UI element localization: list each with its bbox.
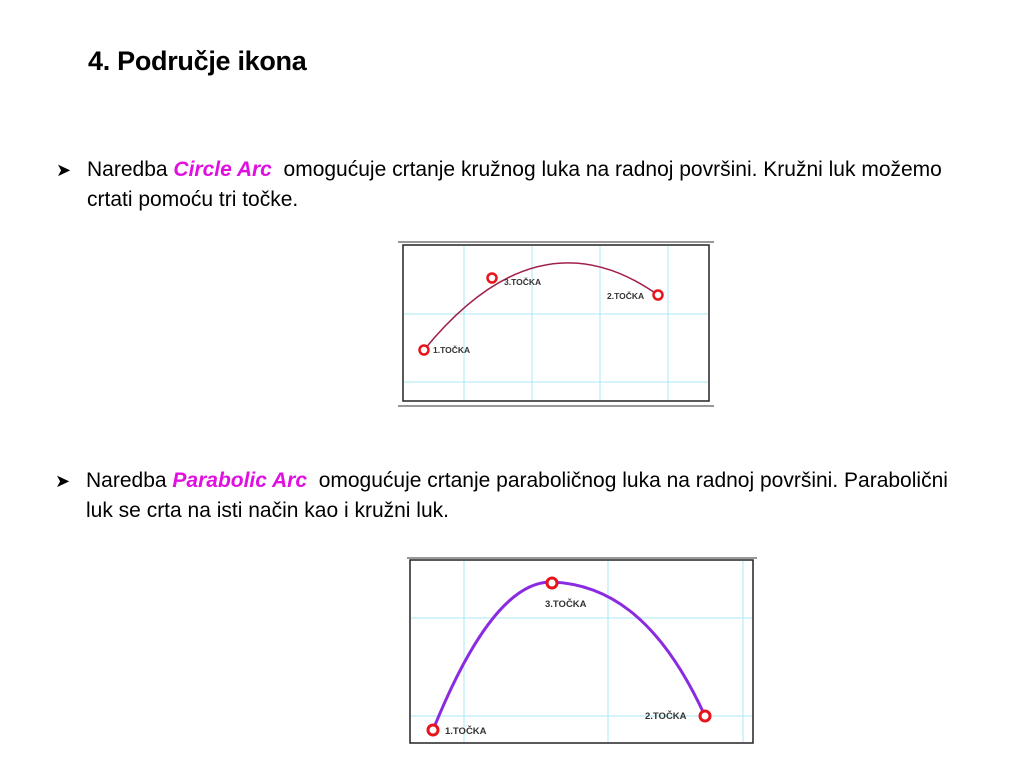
slide-title: 4. Područje ikona xyxy=(88,46,307,76)
point-2-marker xyxy=(654,291,663,300)
bullet-circle-arc xyxy=(56,155,956,215)
point-3-label: 3.TOČKA xyxy=(504,277,542,287)
bullet-text xyxy=(55,466,955,526)
point-2-label: 2.TOČKA xyxy=(645,711,687,722)
arrow-bullet-icon: ➤ xyxy=(55,471,71,491)
arrow-bullet-icon: ➤ xyxy=(56,160,72,180)
keyword-parabolic-arc: Parabolic Arc xyxy=(172,469,308,492)
parabolic-arc-figure xyxy=(407,556,757,746)
circle-arc-figure xyxy=(398,240,714,408)
point-3-marker xyxy=(488,274,497,283)
point-2-marker xyxy=(700,711,710,721)
bullet-suffix: omogućuje crtanje paraboličnog luka na radnoj površini. Parabolični luk se crta na isti način kao i kružni luk. xyxy=(86,469,948,522)
point-2-label: 2.TOČKA xyxy=(607,291,645,301)
point-3-label: 3.TOČKA xyxy=(545,599,587,610)
point-1-label: 1.TOČKA xyxy=(433,345,471,355)
bullet-suffix: omogućuje crtanje kružnog luka na radnoj površini. Kružni luk možemo crtati pomoću tri točke. xyxy=(87,158,942,211)
point-3-marker xyxy=(547,578,557,588)
bullet-parabolic-arc xyxy=(55,466,955,526)
bullet-prefix: Naredba xyxy=(86,469,167,492)
bullet-text xyxy=(56,155,956,215)
point-1-marker xyxy=(420,346,429,355)
point-1-marker xyxy=(428,725,438,735)
bullet-prefix: Naredba xyxy=(87,158,168,181)
point-1-label: 1.TOČKA xyxy=(445,726,487,737)
keyword-circle-arc: Circle Arc xyxy=(173,158,272,181)
